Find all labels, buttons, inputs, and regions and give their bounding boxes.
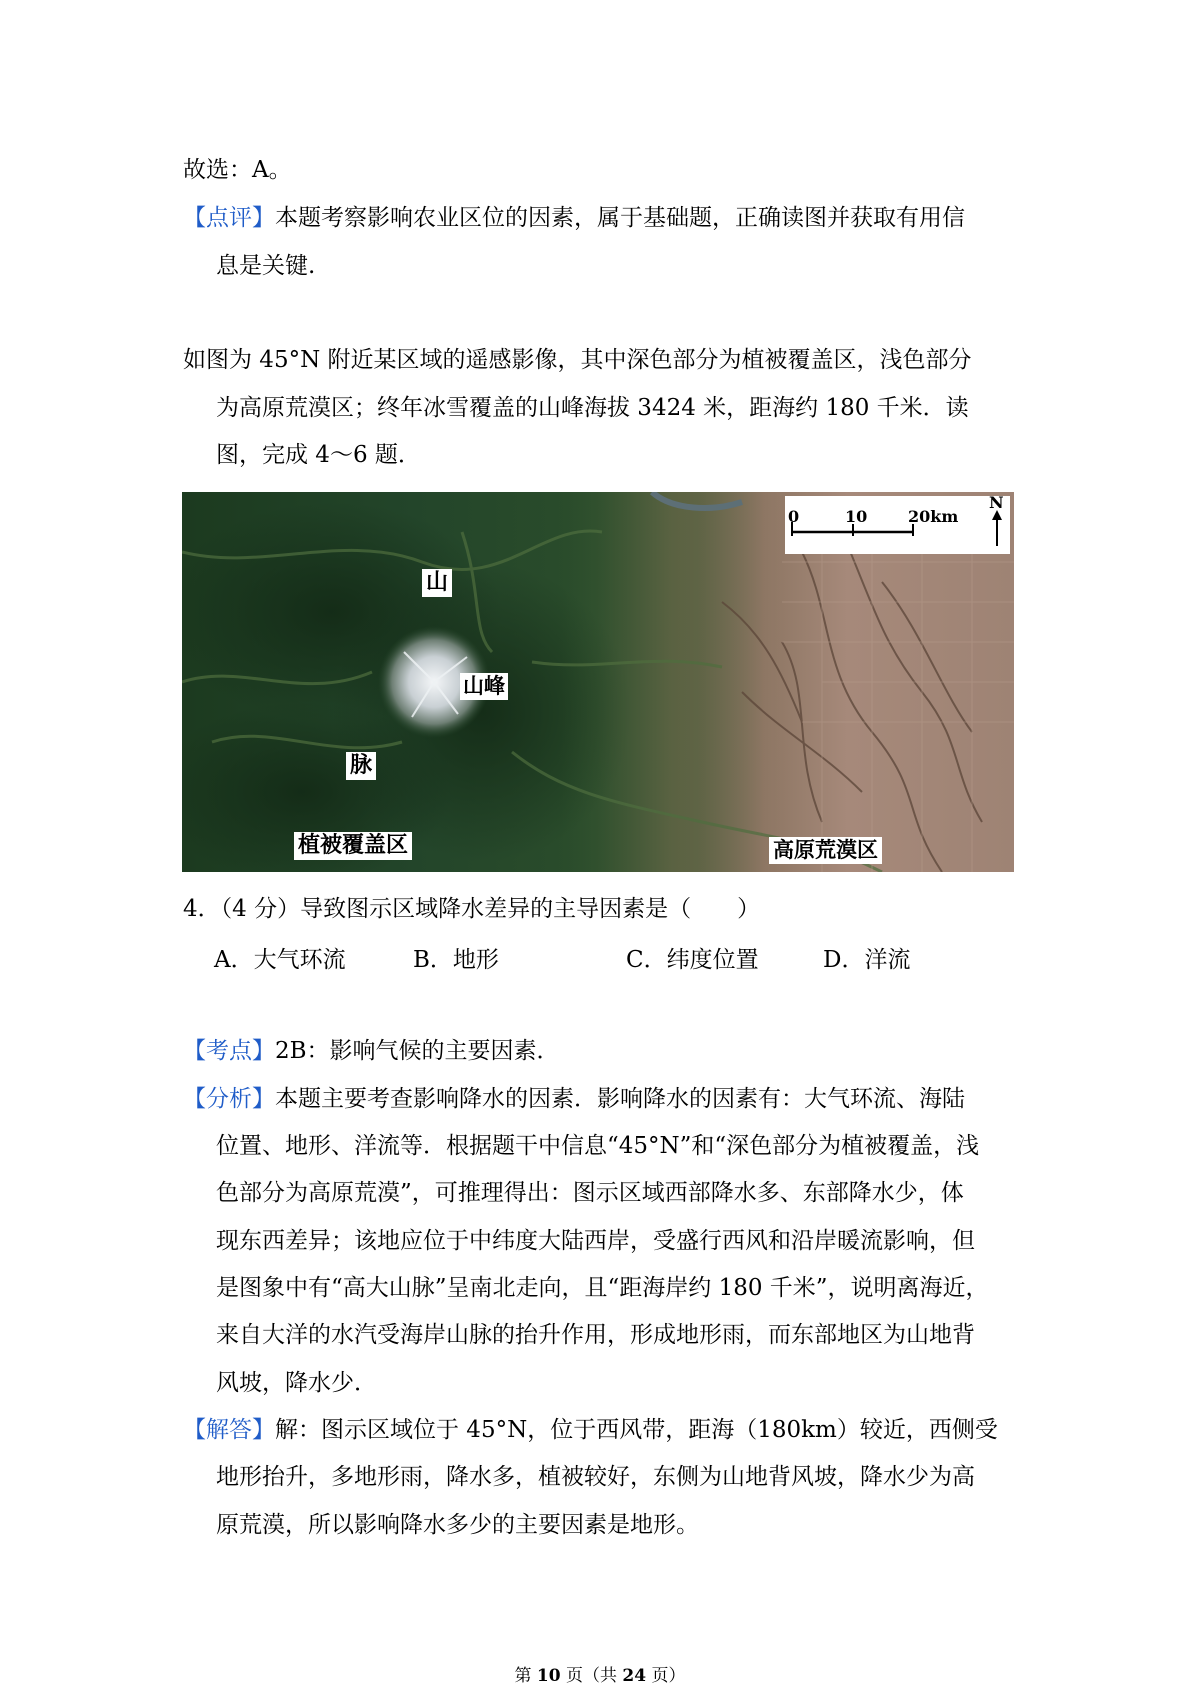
satellite-image <box>182 492 1014 872</box>
analysis-line-4: 现东西差异；该地应位于中纬度大陆西岸，受盛行西风和沿岸暖流影响，但 <box>216 1228 975 1254</box>
map-label-peak: 山峰 <box>460 673 508 700</box>
intro-line-1: 如图为 45°N 附近某区域的遥感影像，其中深色部分为植被覆盖区，浅色部分 <box>183 347 972 373</box>
scale-label-20km: 20km <box>908 507 959 526</box>
footer-mid: 页（共 <box>560 1666 623 1686</box>
analysis-line-2: 位置、地形、洋流等．根据题干中信息“45°N”和“深色部分为植被覆盖，浅 <box>216 1133 980 1159</box>
footer-total-pages: 24 <box>622 1666 647 1686</box>
option-d: D．洋流 <box>823 947 911 973</box>
analysis-line-6: 来自大洋的水汽受海岸山脉的抬升作用，形成地形雨，而东部地区为山地背 <box>216 1322 975 1348</box>
scale-label-0: 0 <box>788 507 800 526</box>
answer-explain-line-3: 原荒漠，所以影响降水多少的主要因素是地形。 <box>216 1512 699 1538</box>
kaodian-line <box>183 1036 560 1066</box>
page-footer <box>0 1661 1200 1686</box>
analysis-line-5: 是图象中有“高大山脉”呈南北走向，且“距海岸约 180 千米”，说明离海近， <box>216 1275 989 1301</box>
question-4: 4．（4 分）导致图示区域降水差异的主导因素是（ ） <box>183 896 761 922</box>
map-label-vegetation: 植被覆盖区 <box>294 832 412 860</box>
scale-label-10: 10 <box>845 507 868 526</box>
comment-line-2: 息是关键. <box>216 253 316 279</box>
answer-explain-line-1 <box>183 1415 998 1445</box>
analysis-text-1: 本题主要考查影响降水的因素．影响降水的因素有：大气环流、海陆 <box>275 1086 965 1112</box>
map-label-desert: 高原荒漠区 <box>769 837 882 864</box>
map-label-shan: 山 <box>422 569 452 597</box>
answer-line: 故选：A。 <box>183 157 292 183</box>
option-b: B．地形 <box>413 947 499 973</box>
footer-pre: 第 <box>514 1666 537 1686</box>
option-c: C．纬度位置 <box>626 947 759 973</box>
answer-explain-text-1: 解：图示区域位于 45°N，位于西风带，距海（180km）较近，西侧受 <box>275 1417 998 1443</box>
analysis-line-3: 色部分为高原荒漠”，可推理得出：图示区域西部降水多、东部降水少，体 <box>216 1180 964 1206</box>
footer-page-number: 10 <box>536 1666 561 1686</box>
intro-line-3: 图，完成 4～6 题． <box>216 442 421 468</box>
footer-post: 页） <box>646 1666 686 1686</box>
scale-bar <box>785 493 1010 554</box>
intro-line-2: 为高原荒漠区；终年冰雪覆盖的山峰海拔 3424 米，距海约 180 千米．读 <box>216 395 969 421</box>
comment-line-1 <box>183 203 965 233</box>
comment-text: 本题考察影响农业区位的因素，属于基础题，正确读图并获取有用信 <box>275 205 965 231</box>
comment-tag: 【点评】 <box>183 205 275 231</box>
scale-bar-graphic <box>785 496 1010 554</box>
option-a: A．大气环流 <box>214 947 346 973</box>
analysis-tag: 【分析】 <box>183 1086 275 1112</box>
answer-explain-tag: 【解答】 <box>183 1417 275 1443</box>
kaodian-text: 2B：影响气候的主要因素． <box>275 1038 560 1064</box>
kaodian-tag: 【考点】 <box>183 1038 275 1064</box>
answer-explain-line-2: 地形抬升，多地形雨，降水多，植被较好，东侧为山地背风坡，降水少为高 <box>216 1464 975 1490</box>
map-label-mai: 脉 <box>346 752 376 780</box>
analysis-line-1 <box>183 1084 965 1114</box>
analysis-line-7: 风坡，降水少． <box>216 1370 377 1396</box>
north-arrow-label: N <box>989 493 1004 512</box>
